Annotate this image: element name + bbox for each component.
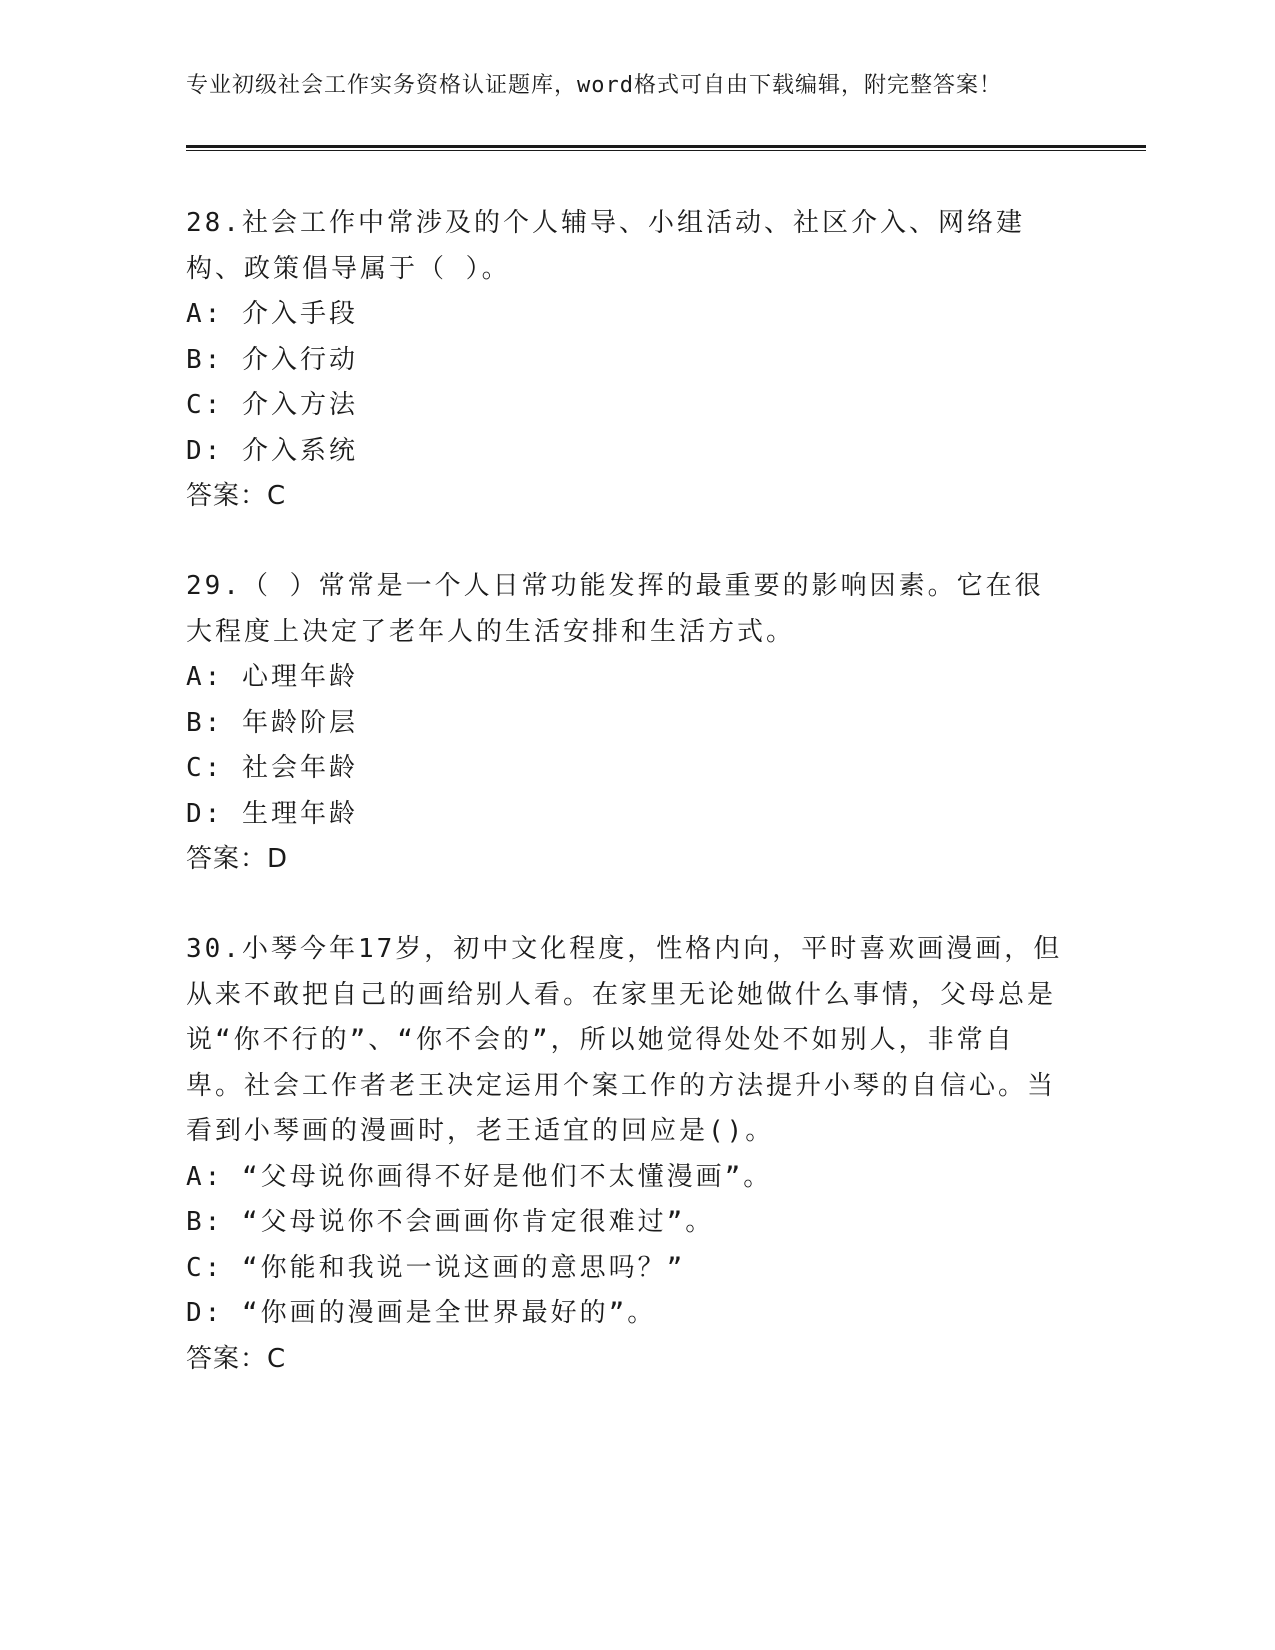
option-d: D: “你画的漫画是全世界最好的”。 (186, 1298, 657, 1328)
option-a: A: 心理年龄 (186, 662, 358, 692)
option-d: D: 生理年龄 (186, 798, 358, 829)
question-stem: 28.社会工作中常涉及的个人辅导、小组活动、社区介入、网络建构、政策倡导属于（ ）。 (186, 208, 1025, 284)
option-a: A: “父母说你画得不好是他们不太懂漫画”。 (186, 1161, 773, 1192)
question-29 (186, 564, 1066, 883)
header-divider-thick (186, 145, 1146, 148)
option-a: A: 介入手段 (186, 299, 358, 329)
answer-line: 答案：C (186, 481, 287, 511)
option-c: C: 介入方法 (186, 390, 358, 420)
option-b: B: 年龄阶层 (186, 707, 358, 738)
option-c: C: 社会年龄 (186, 753, 358, 783)
question-28 (186, 201, 1066, 520)
header-divider-thin (186, 150, 1146, 151)
page-header: 专业初级社会工作实务资格认证题库，word格式可自由下载编辑，附完整答案！ (186, 73, 1002, 98)
option-c: C: “你能和我说一说这画的意思吗？” (186, 1252, 686, 1283)
question-stem: 30.小琴今年17岁，初中文化程度，性格内向，平时喜欢画漫画，但从来不敢把自己的画给别人看。在家里无论她做什么事情，父母总是说“你不行的”、“你不会的”，所以她觉得处处不如别人，非常自卑。社会工作者老王决定运用个案工作的方法提升小琴的自信心。当看到小琴画的漫画时，老王适宜的回应是()。 (186, 934, 1063, 1146)
question-stem: 29.（ ）常常是一个人日常功能发挥的最重要的影响因素。它在很大程度上决定了老年人的生活安排和生活方式。 (186, 571, 1044, 647)
option-b: B: “父母说你不会画画你肯定很难过”。 (186, 1207, 715, 1237)
answer-line: 答案：C (186, 1343, 287, 1374)
option-d: D: 介入系统 (186, 435, 358, 466)
option-b: B: 介入行动 (186, 344, 358, 375)
answer-line: 答案：D (186, 844, 289, 874)
question-30 (186, 927, 1066, 1382)
